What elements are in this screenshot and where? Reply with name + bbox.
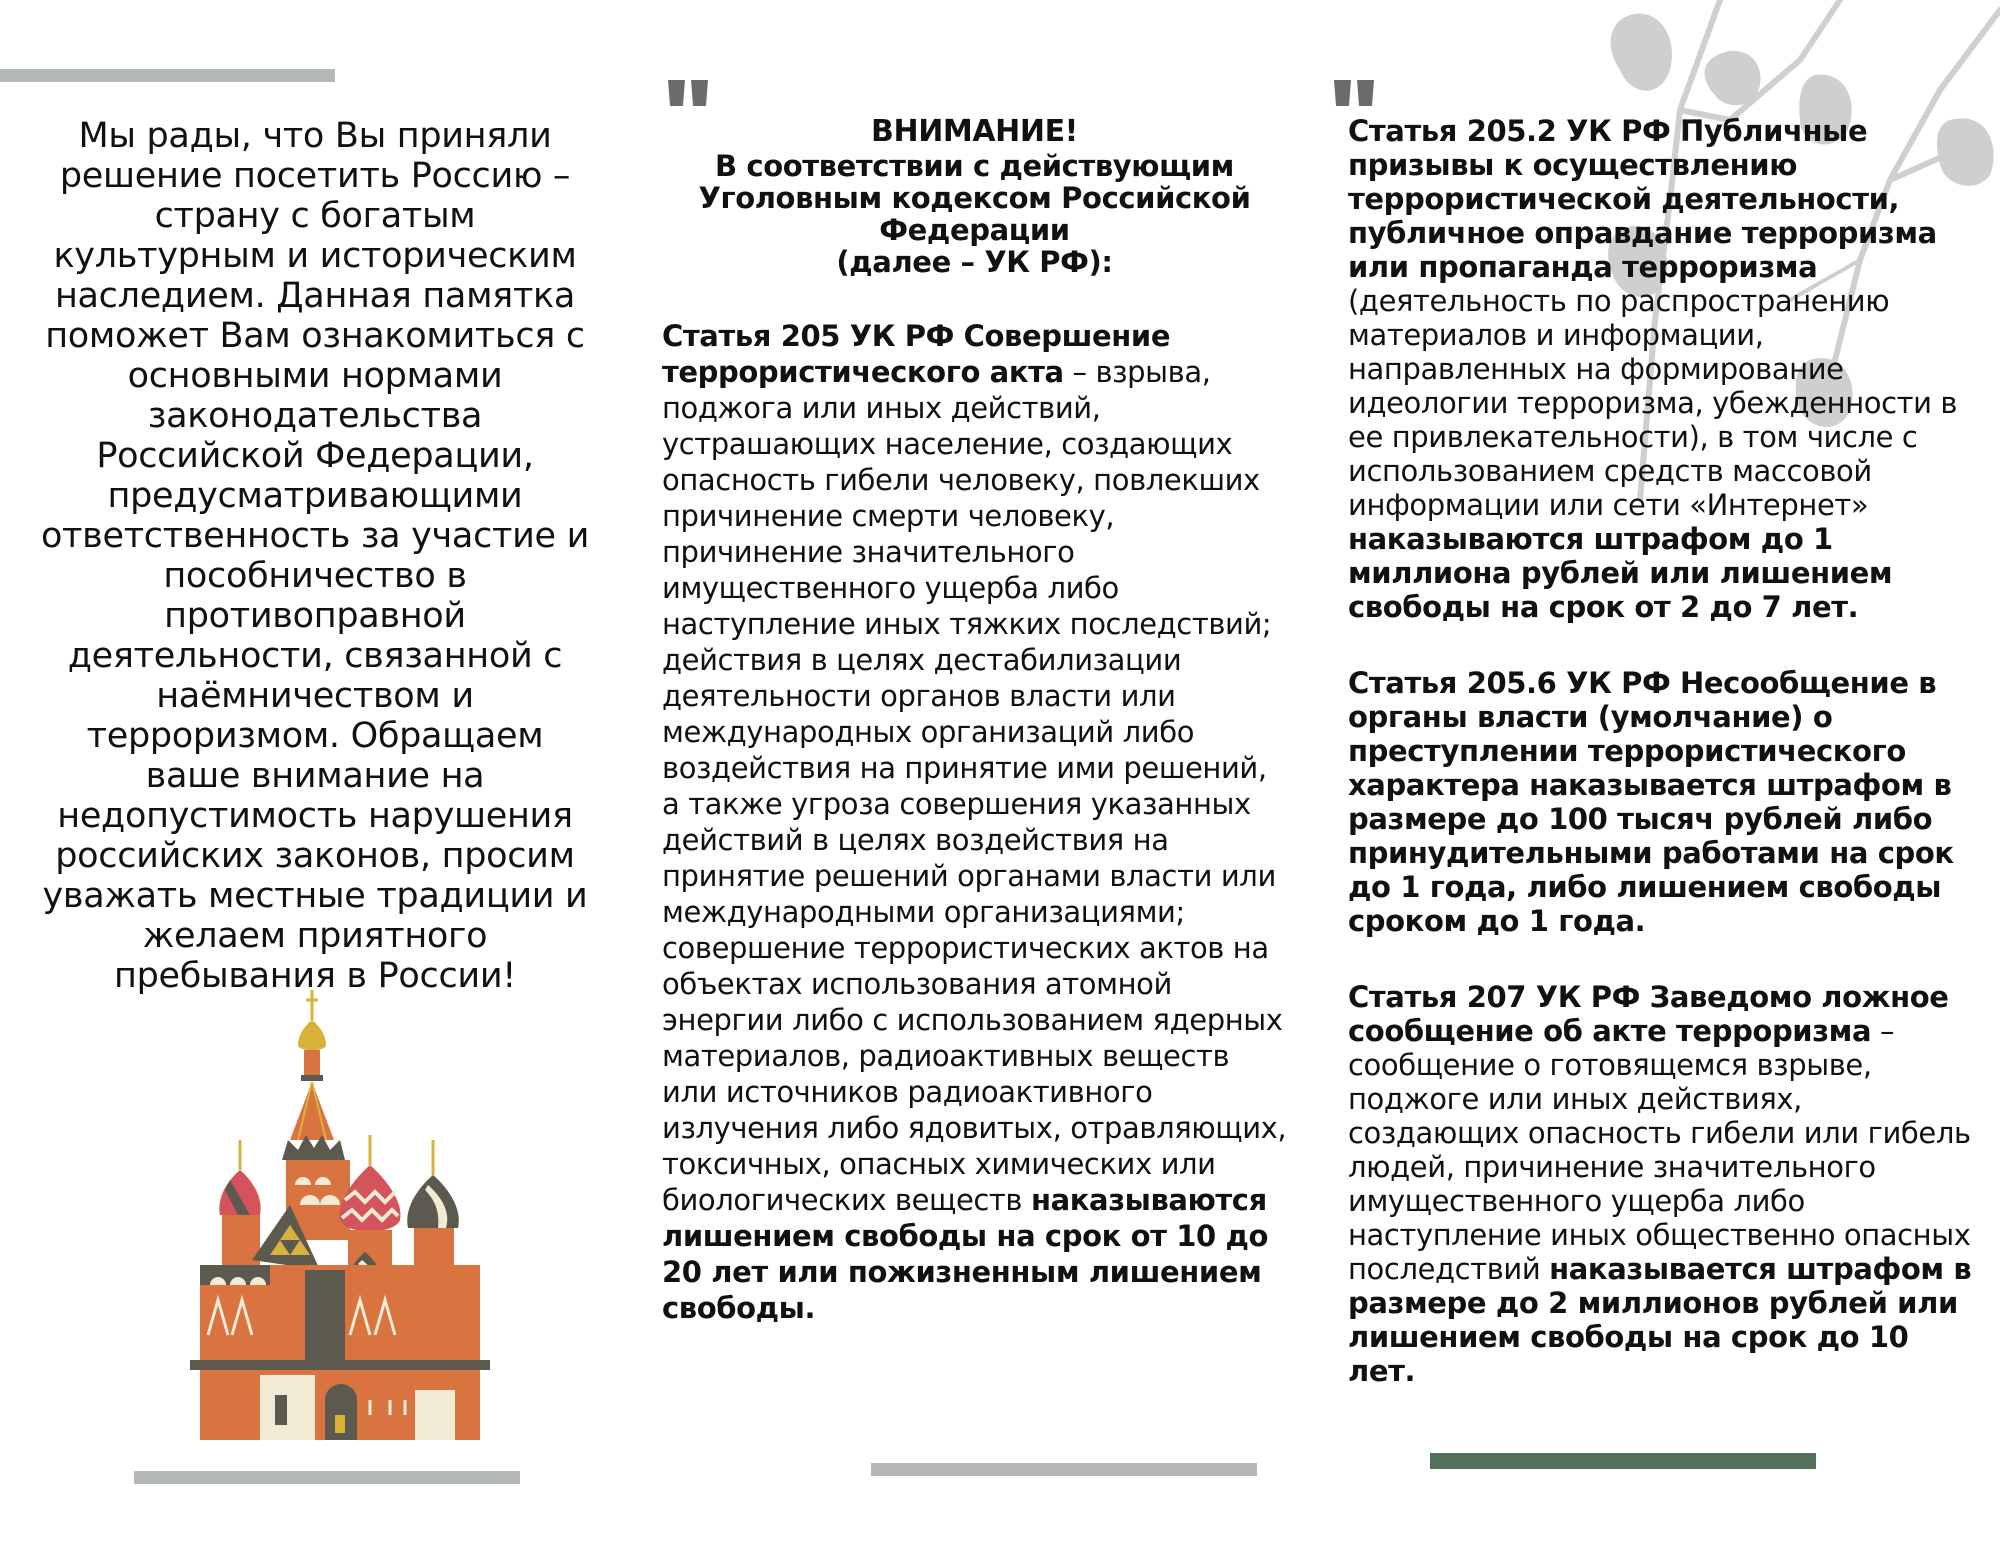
bottom-left-divider	[134, 1471, 520, 1484]
articles-panel	[1348, 114, 1978, 1388]
article-207-penalty: наказывается штрафом в размере до 2 миллионов рублей или лишением свободы на срок до 10 лет.	[1348, 1252, 1972, 1388]
article-205-body: – взрыва, поджога или иных действий, устрашающих население, создающих опасность гибели человеку, повлекших причинение смерти человеку, причинение значительного имущественного ущерба либо наступление иных тяжких последствий; действия в целях дестабилизации деятельности органов власти или международных организаций либо воздействия на принятие ими решений, а также угроза совершения указанных действий в целях воздействия на принятие решений органами власти или международными организациями; совершение террористических актов на объектах использования атомной энергии либо с использованием ядерных материалов, радиоактивных веществ или источников радиоактивного излучения либо ядовитых, отравляющих, токсичных, опасных химических или биологических веществ	[662, 355, 1287, 1217]
welcome-text: Мы рады, что Вы приняли решение посетить Россию – страну с богатым культурным и историческим наследием. Данная памятка поможет Вам ознакомиться с основными нормами законодательства Российской Федерации, предусматривающими ответственность за участие и пособничество в противоправной деятельности, связанной с наёмничеством и терроризмом. Обращаем ваше внимание на недопустимость нарушения российских законов, просим уважать местные традиции и желаем приятного пребывания в России!	[40, 116, 590, 996]
article-205	[662, 318, 1287, 1326]
article-205-2	[1348, 114, 1978, 624]
article-205-6-title: Статья 205.6 УК РФ Несообщение в органы власти (умолчание) о преступлении террористического характера наказывается штрафом в размере до 100 тысяч рублей либо принудительными работами на срок до 1 года, либо лишением свободы сроком до 1 года.	[1348, 666, 1954, 938]
warning-panel	[662, 114, 1287, 1326]
welcome-panel	[40, 116, 590, 996]
quote-mark-icon	[668, 80, 714, 108]
article-205-6	[1348, 666, 1978, 938]
warning-title: ВНИМАНИЕ!	[871, 114, 1078, 149]
article-205-penalty: наказываются лишением свободы на срок от 10 до 20 лет или пожизненным лишением свободы.	[662, 1183, 1269, 1325]
article-205-2-body: (деятельность по распространению материалов и информации, направленных на формирование идеологии терроризма, убежденности в ее привлекательности), в том числе с использованием средств массовой информации или сети «Интернет»	[1348, 284, 1958, 522]
top-left-divider	[0, 69, 335, 82]
warning-abbr: (далее – УК РФ):	[836, 245, 1113, 279]
quote-mark-icon	[1334, 80, 1380, 108]
bottom-middle-divider	[871, 1463, 1257, 1476]
saint-basils-cathedral-illustration	[190, 990, 490, 1440]
article-207	[1348, 980, 1978, 1388]
warning-subtitle: В соответствии с действующим Уголовным кодексом Российской Федерации	[698, 149, 1251, 247]
article-207-title: Статья 207 УК РФ Заведомо ложное сообщение об акте терроризма	[1348, 980, 1949, 1048]
warning-heading	[662, 114, 1287, 278]
article-205-2-penalty: наказываются штрафом до 1 миллиона рублей или лишением свободы на срок от 2 до 7 лет.	[1348, 522, 1893, 624]
article-205-2-title: Статья 205.2 УК РФ Публичные призывы к осуществлению террористической деятельности, публичное оправдание терроризма или пропаганда терроризма	[1348, 114, 1937, 284]
article-207-body: – сообщение о готовящемся взрыве, поджоге или иных действиях, создающих опасность гибели или гибель людей, причинение значительного имущественного ущерба либо наступление иных общественно опасных последствий	[1348, 1014, 1971, 1286]
article-205-title: Статья 205 УК РФ Совершение террористического акта	[662, 319, 1171, 389]
bottom-right-divider	[1430, 1453, 1816, 1469]
